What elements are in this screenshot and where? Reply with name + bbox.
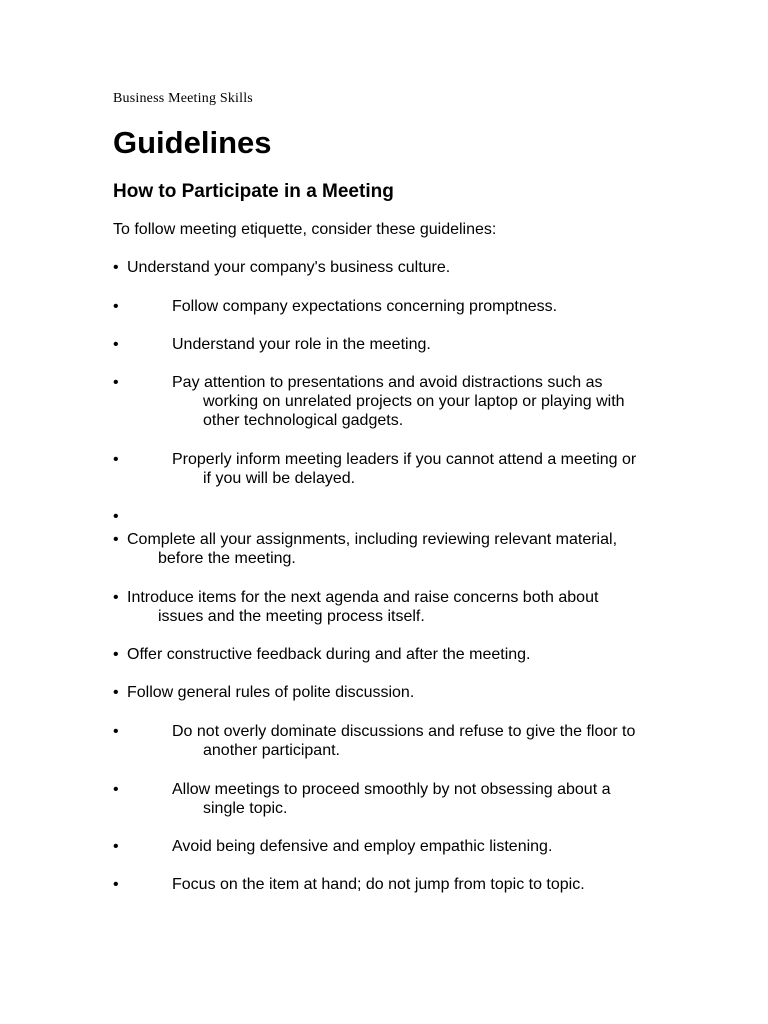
- list-item-text: Offer constructive feedback during and after the meeting.: [127, 646, 531, 663]
- list-item-text: another participant.: [203, 742, 340, 759]
- list-item-text: Understand your role in the meeting.: [172, 336, 431, 353]
- bullet-marker: •: [113, 723, 119, 740]
- list-item: [127, 683, 414, 702]
- bullet-marker: •: [113, 684, 119, 701]
- list-item-text: Follow company expectations concerning promptness.: [172, 298, 558, 315]
- list-item: [127, 258, 450, 277]
- list-item: [127, 530, 617, 568]
- list-item-text: other technological gadgets.: [203, 412, 404, 429]
- list-item-text: Focus on the item at hand; do not jump from topic to topic.: [172, 876, 585, 893]
- list-item: [127, 588, 598, 626]
- section-heading: How to Participate in a Meeting: [113, 181, 394, 202]
- bullet-marker: •: [113, 876, 119, 893]
- bullet-marker: •: [113, 531, 119, 548]
- list-item-text: before the meeting.: [158, 550, 296, 567]
- list-item: [172, 780, 610, 818]
- bullet-marker: •: [113, 451, 119, 468]
- list-item-text: Introduce items for the next agenda and raise concerns both about: [127, 589, 599, 606]
- list-item-text: if you will be delayed.: [203, 470, 356, 487]
- list-item: [127, 645, 531, 664]
- list-item: [172, 722, 635, 760]
- list-item-text: Avoid being defensive and employ empathic listening.: [172, 838, 553, 855]
- list-item: [172, 373, 625, 430]
- bullet-marker: •: [113, 508, 119, 525]
- intro-paragraph: To follow meeting etiquette, consider these guidelines:: [113, 221, 497, 238]
- list-item: [172, 837, 552, 856]
- list-item: [172, 335, 431, 354]
- list-item-text: Understand your company's business culture.: [127, 259, 451, 276]
- list-item-text: Do not overly dominate discussions and refuse to give the floor to: [172, 723, 636, 740]
- page-title: Guidelines: [113, 125, 272, 160]
- bullet-marker: •: [113, 336, 119, 353]
- list-item-text: Complete all your assignments, including reviewing relevant material,: [127, 531, 618, 548]
- list-item: [172, 450, 636, 488]
- bullet-marker: •: [113, 589, 119, 606]
- list-item: [172, 297, 557, 316]
- bullet-marker: •: [113, 646, 119, 663]
- list-item-text: working on unrelated projects on your laptop or playing with: [203, 393, 625, 410]
- list-item-text: single topic.: [203, 800, 288, 817]
- bullet-marker: •: [113, 374, 119, 391]
- bullet-marker: •: [113, 838, 119, 855]
- bullet-marker: •: [113, 781, 119, 798]
- list-item-text: Pay attention to presentations and avoid distractions such as: [172, 374, 603, 391]
- bullet-marker: •: [113, 259, 119, 276]
- running-header: Business Meeting Skills: [113, 91, 253, 106]
- list-item-text: Allow meetings to proceed smoothly by not obsessing about a: [172, 781, 611, 798]
- list-item-text: Follow general rules of polite discussion.: [127, 684, 415, 701]
- list-item-text: issues and the meeting process itself.: [158, 608, 425, 625]
- list-item-text: Properly inform meeting leaders if you cannot attend a meeting or: [172, 451, 637, 468]
- bullet-marker: •: [113, 298, 119, 315]
- list-item: [172, 875, 585, 894]
